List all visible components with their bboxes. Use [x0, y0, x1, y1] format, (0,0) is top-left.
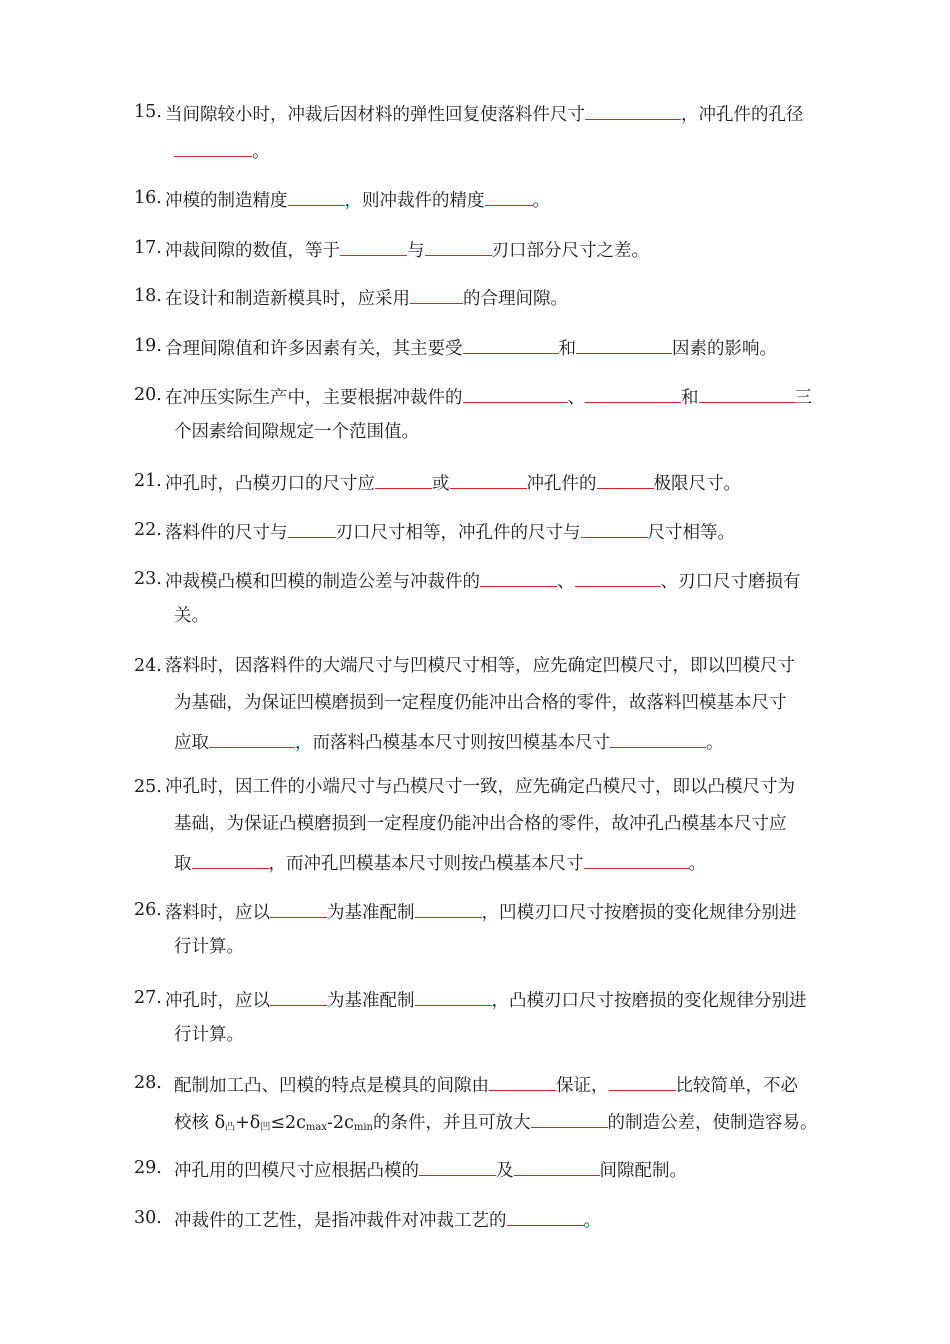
question-line	[174, 728, 724, 752]
question-text: 落料时，因落料件的大端尺寸与凹模尺寸相等，应先确定凹模尺寸，即以凹模尺寸	[165, 656, 795, 676]
question-text: +δ	[235, 1113, 261, 1133]
question-text: 落料时，应以	[165, 903, 270, 923]
question-text: -2c	[327, 1113, 354, 1133]
question-text: 冲孔时，因工件的小端尺寸与凸模尺寸一致，应先确定凸模尺寸，即以凸模尺寸为	[165, 777, 795, 797]
question-line	[165, 236, 649, 260]
subscript-text: max	[305, 1122, 328, 1133]
question-text: 冲裁间隙的数值，等于	[165, 241, 340, 261]
question-text: 和	[681, 388, 699, 408]
question-line	[174, 1023, 244, 1047]
question-line	[165, 518, 735, 542]
answer-blank[interactable]	[514, 1156, 600, 1176]
question-number: 17.	[134, 238, 162, 258]
question-line	[165, 334, 777, 358]
answer-blank[interactable]	[610, 728, 706, 748]
question-text: ，凹模刃口尺寸按磨损的变化规律分别进	[481, 903, 797, 923]
question-line	[174, 420, 419, 444]
question-line	[174, 1108, 818, 1132]
question-line	[165, 567, 801, 591]
question-line	[165, 986, 807, 1010]
question-line	[165, 469, 741, 493]
question-line	[165, 284, 568, 308]
question-text: 与	[407, 241, 425, 261]
question-line	[174, 604, 209, 628]
question-line	[165, 898, 797, 922]
question-text: 为基础，为保证凹模磨损到一定程度仍能冲出合格的零件，故落料凹模基本尺寸	[174, 693, 787, 713]
subscript-text: 凸	[225, 1122, 236, 1133]
question-text: 行计算。	[174, 1025, 244, 1045]
question-text: 、	[557, 572, 575, 592]
question-text: 配制加工凸、凹模的特点是模具的间隙由	[174, 1076, 489, 1096]
question-text: ，而冲孔凹模基本尺寸则按凸模基本尺寸	[268, 854, 584, 874]
answer-blank[interactable]	[597, 469, 654, 489]
question-text: 极限尺寸。	[653, 474, 741, 494]
answer-blank[interactable]	[699, 383, 795, 403]
question-text: 间隙配制。	[599, 1161, 687, 1181]
question-number: 22.	[134, 520, 162, 540]
question-line	[174, 935, 244, 959]
question-text: 在冲压实际生产中，主要根据冲裁件的	[165, 388, 463, 408]
question-line	[165, 775, 795, 799]
question-text: 保证，	[556, 1076, 609, 1096]
answer-blank[interactable]	[463, 383, 568, 403]
question-text: 冲孔时，应以	[165, 991, 270, 1011]
answer-blank[interactable]	[585, 100, 681, 120]
question-text: 及	[496, 1161, 514, 1181]
question-text: 为基准配制	[327, 991, 415, 1011]
question-number: 28.	[134, 1073, 162, 1093]
answer-blank[interactable]	[288, 186, 345, 206]
answer-blank[interactable]	[450, 469, 527, 489]
question-line	[174, 691, 787, 715]
answer-blank[interactable]	[410, 284, 463, 304]
question-text: 的合理间隙。	[463, 289, 568, 309]
answer-blank[interactable]	[576, 334, 672, 354]
answer-blank[interactable]	[209, 728, 295, 748]
answer-blank[interactable]	[575, 567, 661, 587]
answer-blank[interactable]	[270, 898, 327, 918]
question-text: 关。	[174, 606, 209, 626]
answer-blank[interactable]	[174, 137, 252, 157]
question-text: 个因素给间隙规定一个范围值。	[174, 422, 419, 442]
answer-blank[interactable]	[485, 186, 533, 206]
question-text: 应取	[174, 733, 209, 753]
question-text: 基础，为保证凸模磨损到一定程度仍能冲出合格的零件，故冲孔凸模基本尺寸应	[174, 814, 787, 834]
question-line	[165, 100, 804, 124]
answer-blank[interactable]	[288, 518, 336, 538]
question-number: 23.	[134, 569, 162, 589]
answer-blank[interactable]	[507, 1206, 584, 1226]
answer-blank[interactable]	[480, 567, 557, 587]
subscript-text: 凹	[260, 1122, 271, 1133]
question-text: 的制造公差，使制造容易。	[607, 1113, 818, 1133]
question-text: 。	[583, 1211, 601, 1231]
question-text: 和	[558, 339, 576, 359]
question-text: ，而落料凸模基本尺寸则按凹模基本尺寸	[295, 733, 610, 753]
question-line	[165, 186, 550, 210]
question-text: 行计算。	[174, 937, 244, 957]
question-text: 三	[794, 388, 812, 408]
question-text: 冲孔用的凹模尺寸应根据凸模的	[174, 1161, 419, 1181]
question-text: 。	[252, 142, 270, 162]
answer-blank[interactable]	[375, 469, 432, 489]
question-text: 刃口尺寸相等，冲孔件的尺寸与	[335, 523, 581, 543]
question-text: 冲孔件的	[526, 474, 597, 494]
question-text: 尺寸相等。	[647, 523, 735, 543]
question-text: 冲裁件的工艺性，是指冲裁件对冲裁工艺的	[174, 1211, 507, 1231]
answer-blank[interactable]	[425, 236, 492, 256]
answer-blank[interactable]	[609, 1071, 676, 1091]
question-text: 比较简单，不必	[675, 1076, 798, 1096]
question-text: 冲孔时，凸模刃口的尺寸应	[165, 474, 375, 494]
question-number: 20.	[134, 385, 162, 405]
question-line	[174, 1156, 687, 1180]
question-text: 冲裁模凸模和凹模的制造公差与冲裁件的	[165, 572, 480, 592]
answer-blank[interactable]	[270, 986, 327, 1006]
question-line	[174, 812, 787, 836]
question-line	[165, 654, 795, 678]
question-text: 、	[567, 388, 585, 408]
question-text: ，冲孔件的孔径	[681, 105, 804, 125]
question-line	[174, 849, 706, 873]
question-number: 27.	[134, 988, 162, 1008]
question-number: 25.	[134, 777, 162, 797]
question-text: ，则冲裁件的精度	[344, 191, 485, 211]
answer-blank[interactable]	[531, 1108, 608, 1128]
question-number: 18.	[134, 286, 162, 306]
question-text: 刃口部分尺寸之差。	[491, 241, 649, 261]
answer-blank[interactable]	[340, 236, 407, 256]
question-text: 。	[706, 733, 724, 753]
answer-blank[interactable]	[415, 986, 492, 1006]
answer-blank[interactable]	[581, 518, 648, 538]
question-text: 的条件，并且可放大	[373, 1113, 531, 1133]
question-text: 校核 δ	[174, 1113, 226, 1133]
question-text: ≤2c	[270, 1113, 306, 1133]
question-text: 、刃口尺寸磨损有	[660, 572, 801, 592]
question-number: 30.	[134, 1208, 162, 1228]
question-number: 29.	[134, 1158, 162, 1178]
question-text: 因素的影响。	[672, 339, 777, 359]
question-line	[174, 1071, 798, 1095]
question-text: 合理间隙值和许多因素有关，其主要受	[165, 339, 463, 359]
answer-blank[interactable]	[585, 383, 681, 403]
question-number: 15.	[134, 102, 162, 122]
question-text: 为基准配制	[327, 903, 415, 923]
answer-blank[interactable]	[489, 1071, 556, 1091]
question-text: ，凸模刃口尺寸按磨损的变化规律分别进	[491, 991, 807, 1011]
question-text: 当间隙较小时，冲裁后因材料的弹性回复使落料件尺寸	[165, 105, 585, 125]
question-text: 。	[688, 854, 706, 874]
question-number: 26.	[134, 900, 162, 920]
question-line	[174, 137, 270, 161]
answer-blank[interactable]	[463, 334, 559, 354]
question-number: 21.	[134, 471, 162, 491]
answer-blank[interactable]	[584, 849, 689, 869]
question-text: 冲模的制造精度	[165, 191, 288, 211]
question-number: 19.	[134, 336, 162, 356]
question-text: 取	[174, 854, 192, 874]
question-number: 16.	[134, 188, 162, 208]
question-text: 或	[432, 474, 450, 494]
question-line	[174, 1206, 601, 1230]
question-line	[165, 383, 812, 407]
question-text: 在设计和制造新模具时，应采用	[165, 289, 410, 309]
answer-blank[interactable]	[192, 849, 269, 869]
subscript-text: min	[353, 1122, 373, 1133]
question-text: 。	[532, 191, 550, 211]
question-number: 24.	[134, 656, 162, 676]
question-text: 落料件的尺寸与	[165, 523, 288, 543]
answer-blank[interactable]	[419, 1156, 496, 1176]
answer-blank[interactable]	[415, 898, 482, 918]
